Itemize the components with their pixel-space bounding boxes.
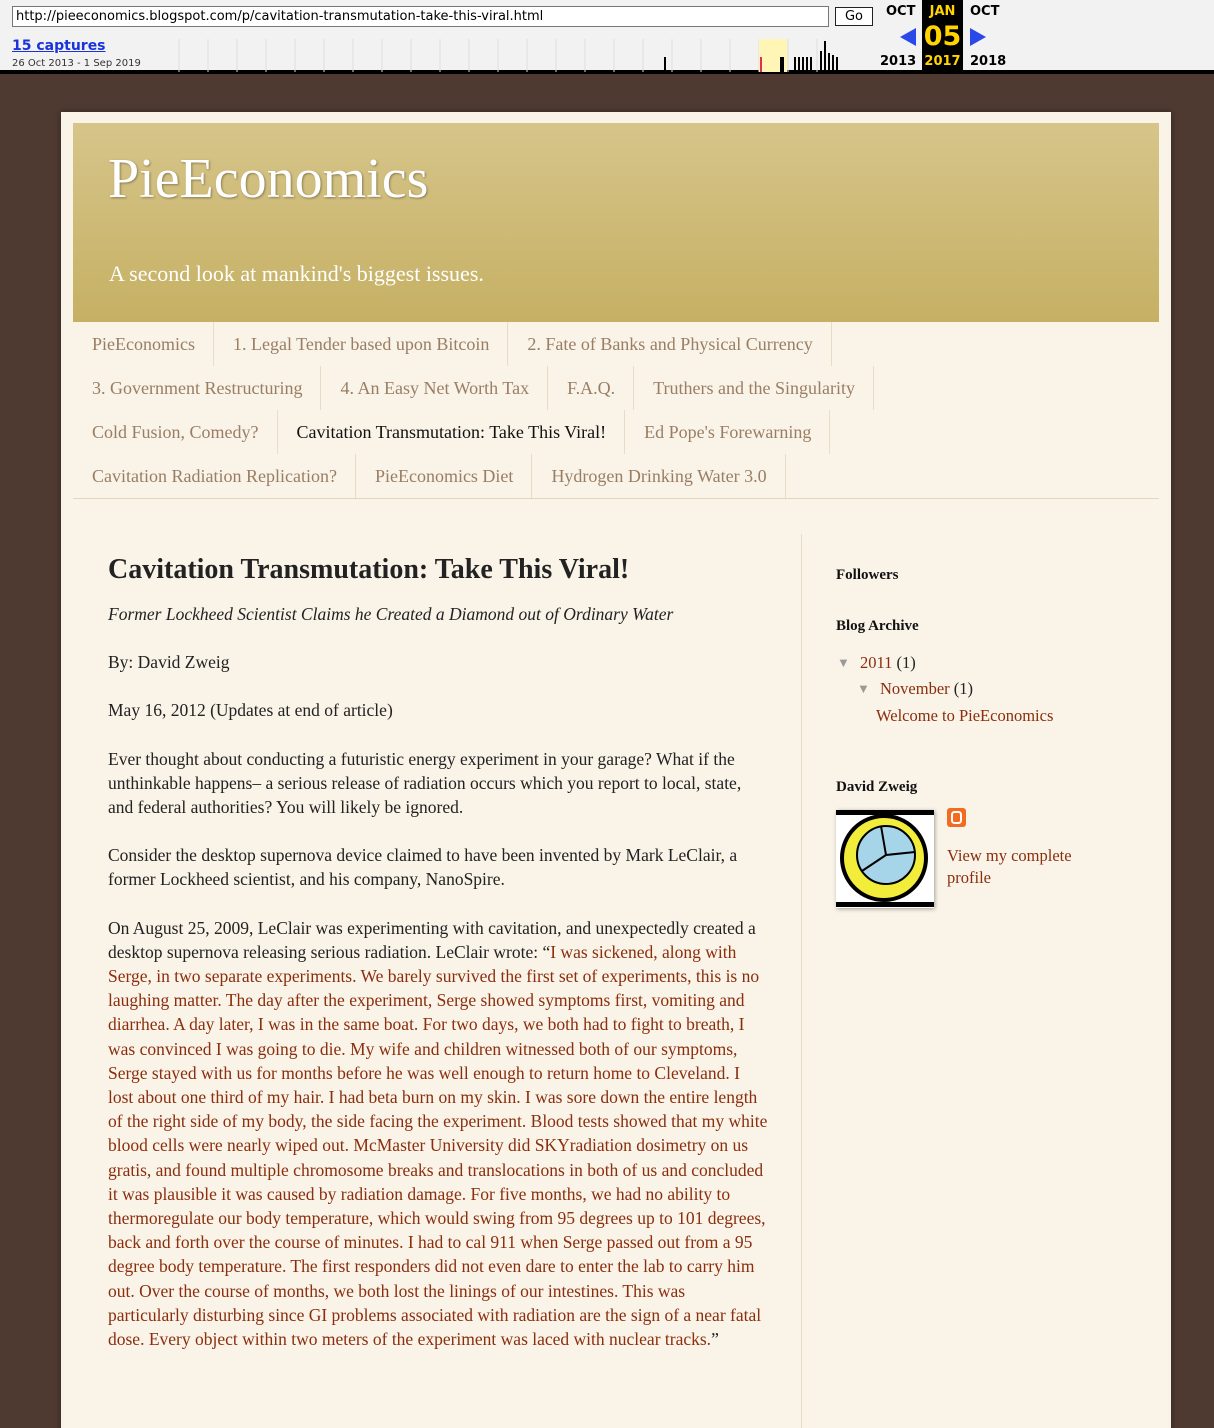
nav-row	[73, 366, 1159, 410]
tab-legal-tender[interactable]: 1. Legal Tender based upon Bitcoin	[214, 322, 508, 366]
wayback-next-month[interactable]: OCT	[970, 4, 1000, 19]
tab-government-restructuring[interactable]: 3. Government Restructuring	[73, 366, 321, 410]
tab-hydrogen-water[interactable]: Hydrogen Drinking Water 3.0	[532, 454, 785, 498]
tab-truthers-singularity[interactable]: Truthers and the Singularity	[634, 366, 874, 410]
leclair-quote: I was sickened, along with Serge, in two separate experiments. We barely survived the first set of experiments, this is no laughing matter. The day after the experiment, Serge showed symptoms first, vomiting and diarrhea. A day later, I was in the same boat. For two days, we both had to fight to breath, I was convinced I was going to die. My wife and children witnessed both of our symptoms, Serge stayed with us for months before he was well enough to return home to Cleveland. I lost about one third of my hair. I had beta burn on my skin. I was sore down the entire length of the right side of my body, the side facing the experiment. Blood tests showed that my white blood cells were nearly wiped out. McMaster University did SKYradiation dosimetry on us gratis, and found multiple chromosome breaks and translocations in both of us and concluded it was plausible it was caused by radiation damage. For five months, we had no ability to thermoregulate our body temperature, which would swing from 95 degrees up to 101 degrees, back and forth over the course of minutes. I had to cal 911 when Serge passed out from a 95 degree body temperature. The first responders did not even dare to enter the lab to carry him out. Over the course of months, we both lost the linings of our intestines. This was particularly disturbing since GI problems associated with radiation are the sign of a near fatal dose. Every object within two meters of the experiment was laced with nuclear tracks.	[108, 941, 768, 1350]
tab-pieeconomics-diet[interactable]: PieEconomics Diet	[356, 454, 532, 498]
archive-month-label[interactable]: November	[880, 679, 950, 698]
nav-row	[73, 454, 1159, 498]
tab-cold-fusion[interactable]: Cold Fusion, Comedy?	[73, 410, 278, 454]
pages-nav	[73, 322, 1159, 499]
tab-cavitation-radiation[interactable]: Cavitation Radiation Replication?	[73, 454, 356, 498]
wayback-toolbar	[0, 0, 1214, 74]
blog-header	[73, 123, 1159, 322]
post-paragraph	[108, 916, 768, 1352]
blog-title[interactable]: PieEconomics	[108, 148, 429, 210]
blogger-icon[interactable]	[947, 808, 966, 827]
wayback-current-month: JAN	[929, 4, 956, 19]
followers-heading: Followers	[836, 567, 899, 583]
wayback-captures-link[interactable]: 15 captures	[12, 38, 106, 54]
nav-row	[73, 322, 1159, 366]
pie-logo-icon	[836, 810, 934, 908]
avatar[interactable]	[836, 810, 934, 908]
tab-net-worth-tax[interactable]: 4. An Easy Net Worth Tax	[321, 366, 548, 410]
profile-heading: David Zweig	[836, 779, 918, 795]
tab-fate-of-banks[interactable]: 2. Fate of Banks and Physical Currency	[508, 322, 831, 366]
tab-cavitation-transmutation[interactable]: Cavitation Transmutation: Take This Viral!	[278, 410, 626, 454]
wayback-url-input[interactable]: http://pieeconomics.blogspot.com/p/cavitation-transmutation-take-this-viral.html	[12, 6, 829, 27]
tab-faq[interactable]: F.A.Q.	[548, 366, 634, 410]
archive-year-count: (1)	[896, 653, 916, 672]
archive-year-link[interactable]	[860, 653, 916, 673]
tab-pieeconomics[interactable]: PieEconomics	[73, 322, 214, 366]
post-paragraph: Consider the desktop supernova device claimed to have been invented by Mark LeClair, a former Lockheed scientist, and his company, NanoSpire.	[108, 845, 738, 890]
wayback-prev-month[interactable]: OCT	[886, 4, 916, 19]
view-profile-link[interactable]: View my complete profile	[947, 846, 1072, 887]
post-byline: By: David Zweig	[108, 652, 230, 673]
wayback-current-year: 2017	[924, 54, 961, 69]
quote-close: ”	[711, 1329, 719, 1350]
nav-row	[73, 410, 1159, 454]
wayback-prev-arrow-icon[interactable]	[900, 28, 916, 46]
paragraph-intro: On August 25, 2009, LeClair was experimenting with cavitation, and unexpectedly created a desktop supernova releasing serious radiation. LeClair wrote: “	[108, 917, 756, 962]
archive-month-link[interactable]	[880, 679, 973, 699]
blogger-b-icon	[947, 808, 966, 827]
wayback-date-range: 26 Oct 2013 - 1 Sep 2019	[12, 58, 141, 69]
archive-post-link[interactable]: Welcome to PieEconomics	[876, 706, 1054, 725]
archive-year-toggle-icon[interactable]: ▼	[837, 655, 850, 670]
post-body	[108, 552, 768, 1375]
archive-month-toggle-icon[interactable]: ▼	[857, 681, 870, 696]
blog-description: A second look at mankind's biggest issues.	[109, 261, 484, 286]
blog-page	[61, 112, 1171, 1428]
post-date: May 16, 2012 (Updates at end of article)	[108, 700, 393, 721]
blog-archive-heading: Blog Archive	[836, 618, 919, 634]
post-title: Cavitation Transmutation: Take This Viral!	[108, 554, 630, 585]
archive-month-count: (1)	[953, 679, 974, 698]
archive-year-label[interactable]: 2011	[860, 653, 893, 672]
wayback-current-day: 05	[923, 21, 962, 52]
wayback-prev-year[interactable]: 2013	[880, 54, 917, 69]
post-paragraph: Ever thought about conducting a futuristic energy experiment in your garage? What if the unthinkable happens– a serious release of radiation occurs which you report to local, state, and federal authorities? You will likely be ignored.	[108, 748, 742, 818]
post-subtitle: Former Lockheed Scientist Claims he Created a Diamond out of Ordinary Water	[108, 604, 674, 624]
wayback-capture-sparkline[interactable]	[150, 39, 850, 72]
wayback-next-year[interactable]: 2018	[970, 54, 1007, 69]
column-divider	[801, 534, 802, 1428]
wayback-go-button[interactable]: Go	[835, 7, 873, 26]
wayback-next-arrow-icon[interactable]	[970, 28, 986, 46]
tab-ed-pope[interactable]: Ed Pope's Forewarning	[625, 410, 830, 454]
wayback-current-date	[922, 0, 963, 74]
